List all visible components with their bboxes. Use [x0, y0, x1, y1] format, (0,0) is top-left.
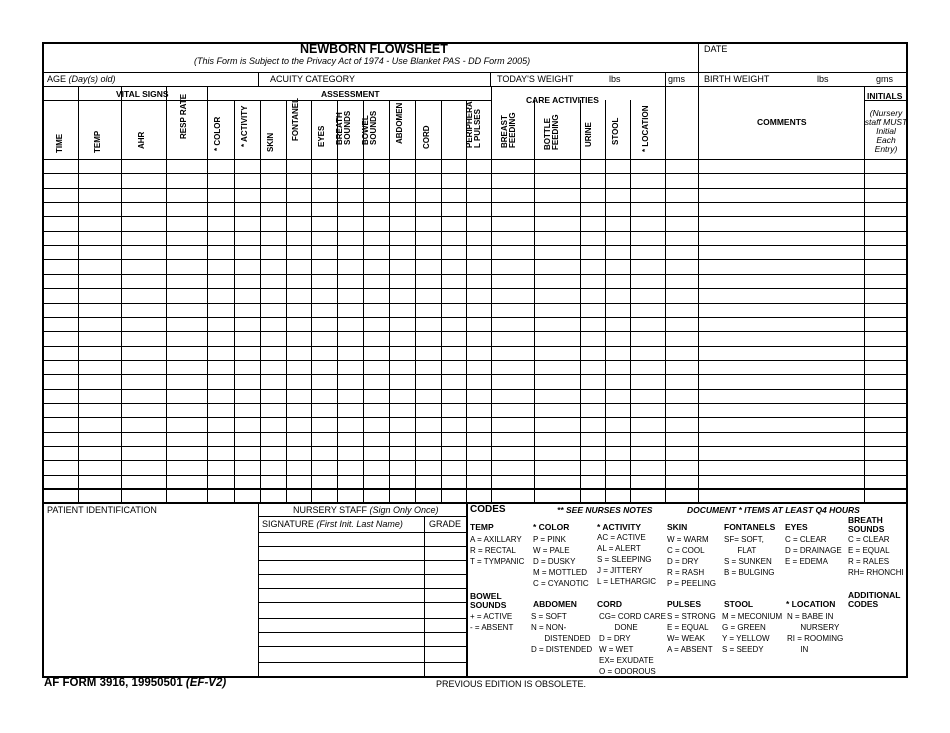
see-nurses-notes: ** SEE NURSES NOTES [557, 505, 653, 515]
privacy-act-notice: (This Form is Subject to the Privacy Act of 1974 - Use Blanket PAS - DD Form 2005) [194, 56, 531, 66]
entry-row[interactable] [43, 289, 906, 302]
grid-line [466, 502, 468, 677]
code-color-values: P = PINK W = PALE D = DUSKY M = MOTTLED C = CYANOTIC [533, 535, 589, 588]
col-cord-header: CORD [422, 125, 431, 149]
grid-line [490, 72, 491, 86]
entry-row[interactable] [43, 490, 906, 503]
date-field[interactable] [728, 44, 906, 72]
code-temp-heading: TEMP [470, 522, 494, 532]
signature-row[interactable] [259, 575, 465, 588]
code-color-heading: * COLOR [533, 522, 570, 532]
col-time-header: TIME [55, 133, 64, 153]
grid-line [665, 72, 666, 86]
entry-row[interactable] [43, 160, 906, 173]
todays-weight-lbs-field[interactable] [570, 72, 606, 86]
age-field[interactable] [120, 72, 258, 86]
entry-row[interactable] [43, 232, 906, 245]
grid-line [42, 86, 908, 87]
col-activity-header: * ACTIVITY [240, 105, 249, 147]
signature-row[interactable] [259, 561, 465, 574]
entry-row[interactable] [43, 260, 906, 273]
col-bottle-feeding-header: BOTTLE FEEDING [543, 114, 560, 150]
entry-row[interactable] [43, 246, 906, 259]
col-ahr-header: AHR [137, 131, 146, 149]
signature-row[interactable] [259, 547, 465, 560]
todays-weight-lbs-unit: lbs [609, 74, 621, 84]
entry-row[interactable] [43, 189, 906, 202]
grid-line [258, 516, 466, 517]
entry-row[interactable] [43, 203, 906, 216]
col-abdomen-header: ABDOMEN [395, 102, 404, 144]
entry-row[interactable] [43, 217, 906, 230]
entry-row[interactable] [43, 461, 906, 474]
code-activity-values: AC = ACTIVE AL = ALERT S = SLEEPING J = JITTERY L = LETHARGIC [597, 533, 657, 586]
entry-row[interactable] [43, 347, 906, 360]
birth-weight-gms-field[interactable] [832, 72, 872, 86]
comments-header: COMMENTS [757, 117, 807, 127]
entry-row[interactable] [43, 375, 906, 388]
previous-edition-note: PREVIOUS EDITION IS OBSOLETE. [436, 679, 587, 689]
grid-line [42, 100, 491, 101]
patient-identification-label: PATIENT IDENTIFICATION [47, 505, 157, 515]
code-pulses-heading: PULSES [667, 599, 702, 609]
code-fontanels-heading: FONTANELS [724, 522, 776, 532]
code-fontanels-values: SF= SOFT, FLAT S = SUNKEN B = BULGING [724, 535, 775, 577]
acuity-category-label: ACUITY CATEGORY [270, 74, 356, 84]
code-stool-heading: STOOL [724, 599, 754, 609]
code-bowel-sounds-values: + = ACTIVE - = ABSENT [470, 612, 514, 632]
code-location-heading: * LOCATION [786, 599, 836, 609]
date-label: DATE [704, 44, 728, 54]
grade-label: GRADE [429, 519, 462, 529]
entry-row[interactable] [43, 476, 906, 489]
code-cord-heading: CORD [597, 599, 623, 609]
col-temp-header: TEMP [93, 130, 102, 153]
todays-weight-gms-field[interactable] [625, 72, 663, 86]
signature-row[interactable] [259, 663, 465, 676]
col-skin-header: SKIN [266, 132, 275, 152]
entry-row[interactable] [43, 404, 906, 417]
code-breath-sounds-values: C = CLEAR E = EQUAL R = RALES RH= RHONCHI [848, 535, 904, 577]
col-breath-sounds-header: BREATH SOUNDS [335, 110, 352, 145]
care-activities-header: CARE ACTIVITIES [526, 95, 599, 105]
assessment-header: ASSESSMENT [321, 89, 380, 99]
entry-row[interactable] [43, 275, 906, 288]
col-eyes-header: EYES [317, 125, 326, 147]
code-temp-values: A = AXILLARY R = RECTAL T = TYMPANIC [470, 535, 525, 566]
entry-row[interactable] [43, 361, 906, 374]
code-pulses-values: S = STRONG E = EQUAL W= WEAK A = ABSENT [667, 612, 716, 654]
form-title: NEWBORN FLOWSHEET [300, 42, 448, 56]
entry-row[interactable] [43, 174, 906, 187]
codes-title: CODES [470, 504, 506, 515]
entry-row[interactable] [43, 418, 906, 431]
entry-row[interactable] [43, 318, 906, 331]
code-breath-sounds-heading: BREATH SOUNDS [848, 515, 885, 534]
birth-weight-gms-unit: gms [876, 74, 894, 84]
col-stool-header: STOOL [611, 117, 620, 145]
col-urine-header: URINE [584, 122, 593, 147]
col-peripheral-pulses-header: PERIPHERA L PULSES [465, 101, 482, 148]
col-location-header: * LOCATION [641, 105, 650, 152]
acuity-category-field[interactable] [360, 72, 490, 86]
birth-weight-lbs-unit: lbs [817, 74, 829, 84]
signature-row[interactable] [259, 589, 465, 602]
signature-row[interactable] [259, 603, 465, 618]
code-stool-values: M = MECONIUM G = GREEN Y = YELLOW S = SEEDY [722, 612, 783, 654]
code-location-values: N = BABE IN NURSERY RI = ROOMING IN [787, 612, 844, 654]
signature-row[interactable] [259, 619, 465, 632]
entry-row[interactable] [43, 332, 906, 345]
code-additional-heading: ADDITIONAL CODES [848, 590, 901, 609]
code-eyes-heading: EYES [785, 522, 808, 532]
code-activity-heading: * ACTIVITY [597, 522, 642, 532]
initials-note: (Nursery staff MUST Initial Each Entry) [864, 108, 908, 154]
entry-row[interactable] [43, 390, 906, 403]
grid-line [698, 42, 699, 86]
code-abdomen-values: S = SOFT N = NON- DISTENDED D = DISTENDED [531, 612, 593, 654]
document-q4-note: DOCUMENT * ITEMS AT LEAST Q4 HOURS [687, 505, 860, 515]
age-label: AGE (Day(s) old) [47, 74, 116, 84]
todays-weight-label: TODAY'S WEIGHT [497, 74, 574, 84]
form-number: AF FORM 3916, 19950501 (EF-V2) [44, 677, 227, 689]
col-breast-feeding-header: BREAST FEEDING [500, 112, 517, 148]
birth-weight-label: BIRTH WEIGHT [704, 74, 770, 84]
entry-row[interactable] [43, 447, 906, 460]
vital-signs-header: VITAL SIGNS [116, 89, 169, 99]
patient-identification-field[interactable] [44, 517, 258, 677]
col-resp-rate-header: RESP RATE [179, 93, 188, 139]
col-color-header: * COLOR [213, 116, 222, 151]
signature-row[interactable] [259, 633, 465, 646]
code-abdomen-heading: ABDOMEN [533, 599, 577, 609]
code-skin-heading: SKIN [667, 522, 688, 532]
birth-weight-lbs-field[interactable] [770, 72, 814, 86]
entry-row[interactable] [43, 304, 906, 317]
code-cord-values: CG= CORD CARE DONE D = DRY W = WET EX= EXUDATE O = ODOROUS [599, 612, 666, 676]
code-skin-values: W = WARM C = COOL D = DRY R = RASH P = PEELING [667, 535, 716, 588]
signature-row[interactable] [259, 647, 465, 662]
signature-row[interactable] [259, 533, 465, 546]
initials-header: INITIALS [867, 91, 903, 101]
nursery-staff-label: NURSERY STAFF (Sign Only Once) [293, 505, 439, 515]
code-eyes-values: C = CLEAR D = DRAINAGE E = EDEMA [785, 535, 842, 566]
todays-weight-gms-unit: gms [668, 74, 686, 84]
entry-row[interactable] [43, 433, 906, 446]
col-fontanel-header: FONTANEL [291, 98, 300, 141]
grid-line [258, 72, 259, 86]
signature-label: SIGNATURE (First Init. Last Name) [262, 519, 403, 529]
col-bowel-sounds-header: BOWEL SOUNDS [361, 110, 378, 145]
code-bowel-sounds-heading: BOWEL SOUNDS [470, 591, 507, 610]
